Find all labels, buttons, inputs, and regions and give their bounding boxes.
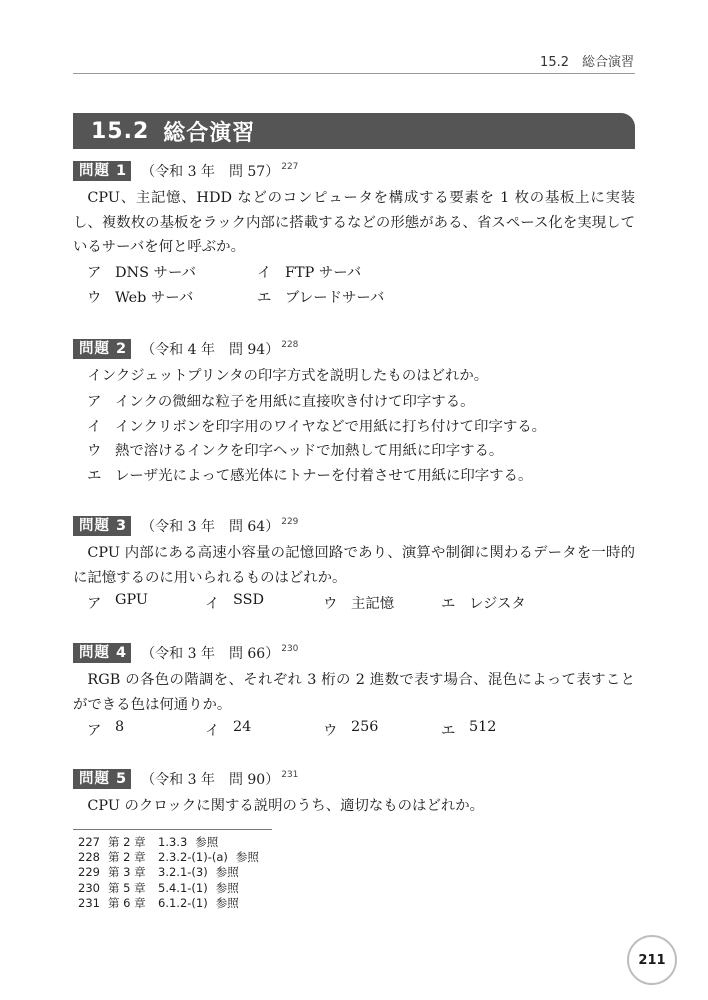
option-i: イ 24 [205,718,252,739]
problem-2 [73,338,635,487]
footnotes [78,835,259,911]
option-a: ア GPU [87,591,149,612]
page-number: 211 [627,935,677,985]
option-u: ウ 熱で溶けるインクを印字ヘッドで加熱して用紙に印字する。 [87,443,504,460]
footnote: 229 第 3 章 3.2.1-(3) 参照 [78,865,239,880]
problem-question: CPU 内部にある高速小容量の記憶回路であり、演算や制御に関わるデータを一時的に記憶するのに用いられるものはどれか。 [73,545,635,586]
option-e: エ レーザ光によって感光体にトナーを付着させて用紙に印字する。 [87,467,533,484]
footnote-ref: 229 [281,517,299,527]
footnote: 227 第 2 章 1.3.3 参照 [78,835,219,849]
option-e: エ レジスタ [441,595,526,612]
problem-1 [73,160,635,309]
problem-source: （令和 3 年 問 64） $^{229}$ [141,517,299,535]
problem-question: RGB の各色の階調を、それぞれ 3 桁の 2 進数で表す場合、混色によって表すことができる色は何通りか。 [73,672,635,713]
problem-question: インクジェットプリンタの印字方式を説明したものはどれか。 [87,368,489,384]
section-title: 総合演習 [163,120,256,146]
options [87,590,635,615]
footnote-ref: 227 [281,162,299,172]
problem-header [73,515,635,537]
problem-header [73,160,635,182]
option-i: イ FTP サーバ [257,265,362,282]
problem-source: （令和 3 年 問 57） $^{227}$ [141,162,299,180]
option-e: エ 512 [441,718,497,739]
options [87,389,635,487]
option-a: ア DNS サーバ [87,265,197,282]
option-u: ウ 主記憶 [323,595,395,612]
problem-label: 問題 5 [73,769,131,789]
problem-label: 問題 3 [73,516,131,536]
option-u: ウ 256 [323,718,379,739]
option-u: ウ Web サーバ [87,289,194,306]
footnote-ref: 228 [281,340,299,350]
options [87,717,635,742]
problem-label: 問題 1 [73,161,131,181]
problem-5 [73,768,635,819]
footnote-ref: 231 [281,770,299,780]
options [87,260,635,309]
header-rule [73,73,635,74]
problem-question: CPU のクロックに関する説明のうち、適切なものはどれか。 [87,798,485,814]
footnote: 228 第 2 章 2.3.2-(1)-(a) 参照 [78,850,259,865]
problem-3 [73,515,635,615]
problem-header [73,338,635,360]
problem-source: （令和 3 年 問 66） $^{230}$ [141,644,299,662]
footnote: 230 第 5 章 5.4.1-(1) 参照 [78,880,239,895]
footnote-rule [73,829,272,830]
footnote-ref: 230 [281,644,299,654]
problem-source: （令和 3 年 問 90） $^{231}$ [141,770,299,788]
option-a: ア インクの微細な粒子を用紙に直接吹き付けて印字する。 [87,394,475,411]
problem-source: （令和 4 年 問 94） $^{228}$ [141,340,299,358]
option-i: イ SSD [205,591,265,612]
section-heading [73,113,635,149]
running-header: 15.2 総合演習 [540,55,634,70]
problem-question: CPU、主記憶、HDD などのコンピュータを構成する要素を 1 枚の基板上に実装し、複数枚の基板をラック内部に搭載するなどの形態がある、省スペース化を実現しているサーバを何と呼ぶか。 [73,190,635,255]
problem-4 [73,642,635,742]
section-number: 15.2 [91,118,150,144]
problem-header [73,768,635,790]
footnote: 231 第 6 章 6.1.2-(1) 参照 [78,895,239,910]
problem-header [73,642,635,664]
option-a: ア 8 [87,718,125,739]
problem-label: 問題 4 [73,643,131,663]
option-i: イ インクリボンを印字用のワイヤなどで用紙に打ち付けて印字する。 [87,418,547,435]
option-e: エ ブレードサーバ [257,289,385,306]
problem-label: 問題 2 [73,339,131,359]
